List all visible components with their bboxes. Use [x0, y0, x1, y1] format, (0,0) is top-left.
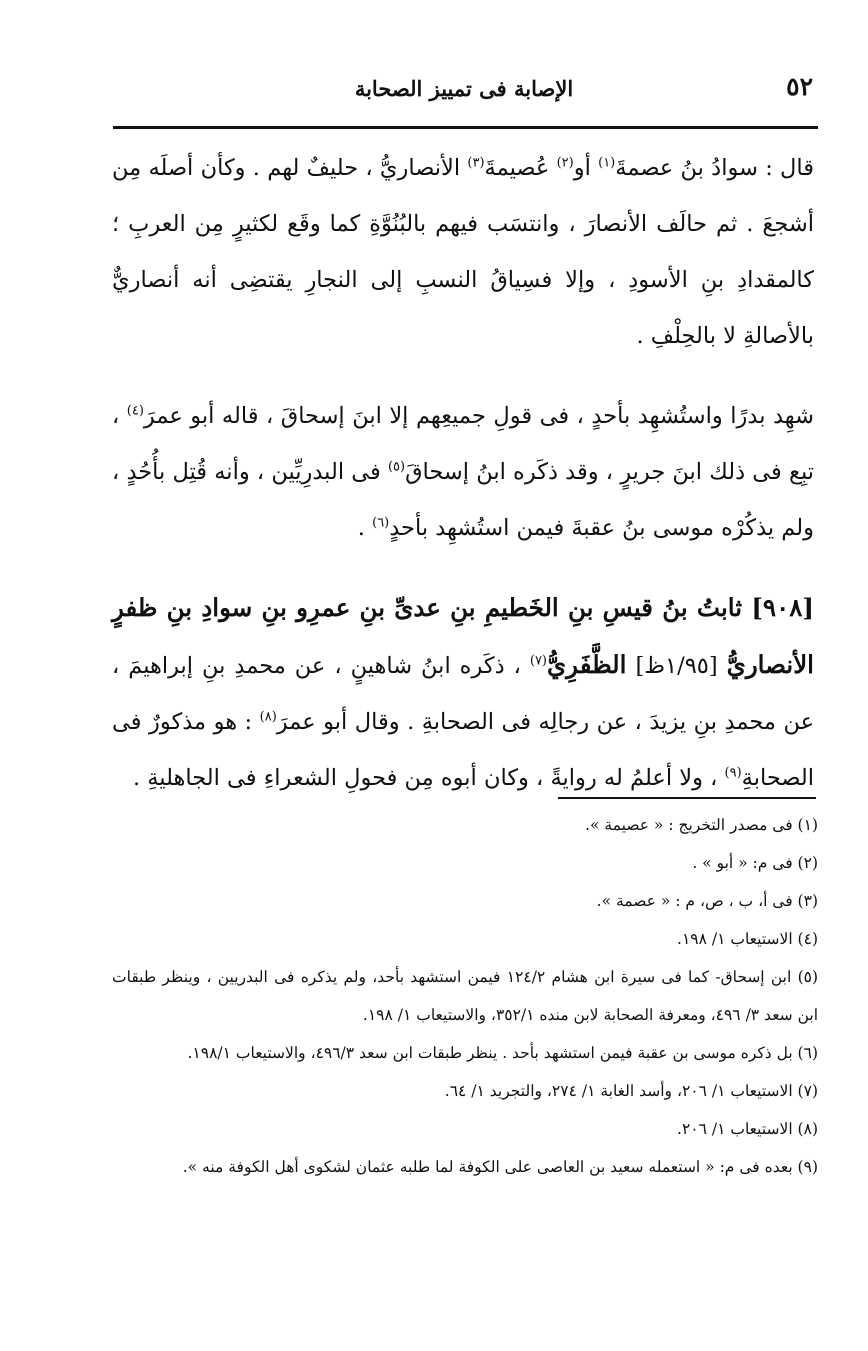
footnote-2: (٢) فى م: « أبو » .	[692, 854, 818, 872]
text-segment: عُصيمةَ	[484, 155, 557, 181]
footnote-4: (٤) الاستيعاب ١/ ١٩٨.	[677, 930, 818, 948]
footnote-6: (٦) بل ذكره موسى بن عقبة فيمن استشهد بأحد . ينظر طبقات ابن سعد ٤٩٦/٣، والاستيعاب ١٩٨/١.	[187, 1044, 818, 1062]
text-segment: أو	[573, 155, 599, 181]
footnote-ref-1[interactable]: (١)	[598, 155, 616, 171]
footnote-7: (٧) الاستيعاب ١/ ٢٠٦، وأسد الغابة ١/ ٢٧٤، والتجريد ١/ ٦٤.	[444, 1082, 818, 1100]
text-segment: ، تبِع فى ذلك ابنَ جريرٍ ، وقد ذكَره ابنُ إسحاقَ	[112, 403, 814, 485]
text-segment: ، ولا أعلمُ له روايةً ، وكان أبوه مِن فحولِ الشعراءِ فى الجاهليةِ .	[132, 765, 725, 791]
footnote-ref-8[interactable]: (٨)	[259, 709, 277, 725]
manuscript-marker: [١/٩٥ظ]	[626, 653, 727, 679]
footnote-1: (١) فى مصدر التخريج : « عصيمة ».	[585, 816, 818, 834]
footnote-ref-7[interactable]: (٧)	[529, 653, 547, 669]
footnote-9: (٩) بعده فى م: « استعمله سعيد بن العاصى على الكوفة لما طلبه عثمان لشكوى أهل الكوفة منه ».	[182, 1158, 818, 1176]
footnote-separator	[558, 797, 816, 799]
footnotes	[112, 806, 818, 1186]
footnote-ref-6[interactable]: (٦)	[372, 515, 390, 531]
page-header	[115, 72, 813, 112]
text-segment: فى البدرِيِّين ، وأنه قُتِل بأُحُدٍ ، ولم يذكُرْه موسى بنُ عقبةَ فيمن استُشهِد بأحدٍ	[112, 459, 814, 541]
text-segment: الأنصاريُّ ، حليفٌ لهم . وكأن أصلَه مِن أشجعَ . ثم حالَف الأنصارَ ، وانتسَب فيهم بالبُنُوَّةِ كما وقَع لكثيرٍ مِن العربِ ؛ كالمقدادِ بنِ الأسودِ ، وإلا فسِياقُ النسبِ إلى النجارِ يقتضِى أنه أنصاريٌّ بالأصالةِ لا بالحِلْفِ .	[112, 155, 814, 349]
text-segment: : هو مذكورٌ فى الصحابةِ	[112, 709, 814, 791]
footnote-ref-3[interactable]: (٣)	[467, 155, 485, 171]
page-number: ٥٢	[786, 72, 813, 101]
paragraph-1	[112, 140, 814, 364]
text-segment: .	[357, 515, 373, 541]
footnote-3: (٣) فى أ، ب ، ص، م : « عصمة ».	[596, 892, 818, 910]
footnote-5: (٥) ابن إسحاق- كما فى سيرة ابن هشام ١٢٤/٢ فيمن استشهد بأحد، ولم يذكره فى البدريين ، وينظر طبقات ابن سعد ٣/ ٤٩٦، ومعرفة الصحابة لابن منده ٣٥٢/١، والاستيعاب ١/ ١٩٨.	[112, 968, 819, 1024]
entry-908	[112, 580, 814, 806]
entry-title: [٩٠٨] ثابتُ بنُ قيسِ بنِ الخَطيمِ بنِ عدىِّ بنِ عمرِو بنِ سوادِ بنِ ظفرٍ الأنصاريُّ	[112, 593, 814, 679]
entry-title-nisba: الظَّفَرِيُّ	[547, 650, 627, 679]
text-segment: قال : سوادُ بنُ عصمةَ	[615, 155, 814, 181]
text-segment: ، ذكَره ابنُ شاهينٍ ، عن محمدِ بنِ إبراهيمَ ، عن محمدِ بنِ يزيدَ ، عن رجالِه فى الصحابةِ . وقال أبو عمرَ	[112, 653, 814, 735]
paragraph-2	[112, 388, 814, 556]
footnote-ref-9[interactable]: (٩)	[724, 765, 742, 781]
footnote-ref-4[interactable]: (٤)	[126, 403, 144, 419]
footnote-8: (٨) الاستيعاب ١/ ٢٠٦.	[677, 1120, 818, 1138]
main-text	[112, 140, 814, 806]
footnote-ref-2[interactable]: (٢)	[556, 155, 574, 171]
running-title: الإصابة فى تمييز الصحابة	[354, 76, 574, 101]
header-rule	[113, 126, 818, 129]
text-segment: شهِد بدرًا واستُشهِد بأحدٍ ، فى قولِ جميعِهم إلا ابنَ إسحاقَ ، قاله أبو عمرَ	[143, 403, 814, 429]
footnote-ref-5[interactable]: (٥)	[387, 459, 406, 475]
